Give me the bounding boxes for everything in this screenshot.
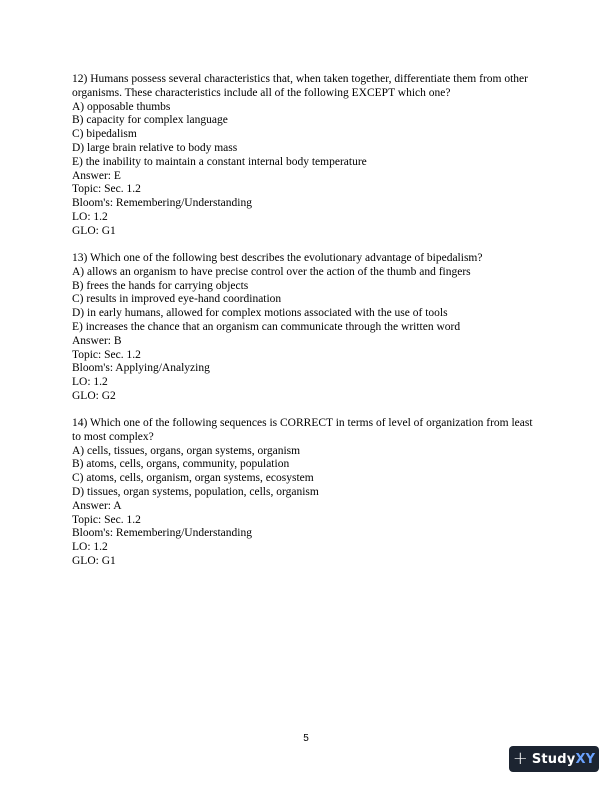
badge-highlight: XY: [575, 751, 596, 767]
bloom-level: Bloom's: Applying/Analyzing: [72, 362, 210, 375]
option-a: A) allows an organism to have precise control over the action of the thumb and fingers: [72, 265, 471, 278]
topic: Topic: Sec. 1.2: [72, 183, 141, 196]
badge-prefix: Study: [531, 751, 576, 767]
option-c: C) atoms, cells, organism, organ systems, ecosystem: [72, 472, 314, 485]
question-stem: 12) Humans possess several characteristics that, when taken together, differentiate them from other organisms. These characteristics include all of the following EXCEPT which one?: [72, 73, 528, 99]
option-b: B) capacity for complex language: [72, 114, 228, 127]
option-b: B) frees the hands for carrying objects: [72, 279, 249, 292]
question-14: [72, 417, 542, 569]
studyxy-badge[interactable]: [509, 746, 599, 772]
option-c: C) bipedalism: [72, 128, 137, 141]
glo: GLO: G1: [72, 224, 116, 237]
option-e: E) the inability to maintain a constant internal body temperature: [72, 155, 367, 168]
option-d: D) in early humans, allowed for complex motions associated with the use of tools: [72, 307, 448, 320]
page-number: 5: [303, 733, 309, 744]
option-b: B) atoms, cells, organs, community, population: [72, 458, 290, 471]
answer: Answer: E: [72, 169, 121, 182]
question-stem: 14) Which one of the following sequences is CORRECT in terms of level of organization from least to most complex?: [72, 417, 533, 443]
topic: Topic: Sec. 1.2: [72, 348, 141, 361]
option-d: D) large brain relative to body mass: [72, 141, 238, 154]
badge-label: [532, 752, 595, 767]
option-a: A) cells, tissues, organs, organ systems, organism: [72, 444, 301, 457]
option-a: A) opposable thumbs: [72, 100, 171, 113]
option-e: E) increases the chance that an organism can communicate through the written word: [72, 320, 461, 333]
bloom-level: Bloom's: Remembering/Understanding: [72, 527, 252, 540]
learning-objective: LO: 1.2: [72, 376, 108, 389]
answer: Answer: A: [72, 499, 122, 512]
glo: GLO: G1: [72, 554, 116, 567]
option-c: C) results in improved eye-hand coordination: [72, 293, 282, 306]
plus-icon: +: [512, 748, 528, 769]
question-12: [72, 73, 542, 239]
question-stem: 13) Which one of the following best describes the evolutionary advantage of bipedalism?: [72, 252, 483, 264]
topic: Topic: Sec. 1.2: [72, 513, 141, 526]
bloom-level: Bloom's: Remembering/Understanding: [72, 197, 252, 210]
question-13: [72, 252, 542, 404]
learning-objective: LO: 1.2: [72, 541, 108, 554]
answer: Answer: B: [72, 334, 122, 347]
option-d: D) tissues, organ systems, population, cells, organism: [72, 485, 319, 498]
glo: GLO: G2: [72, 389, 116, 402]
learning-objective: LO: 1.2: [72, 210, 108, 223]
